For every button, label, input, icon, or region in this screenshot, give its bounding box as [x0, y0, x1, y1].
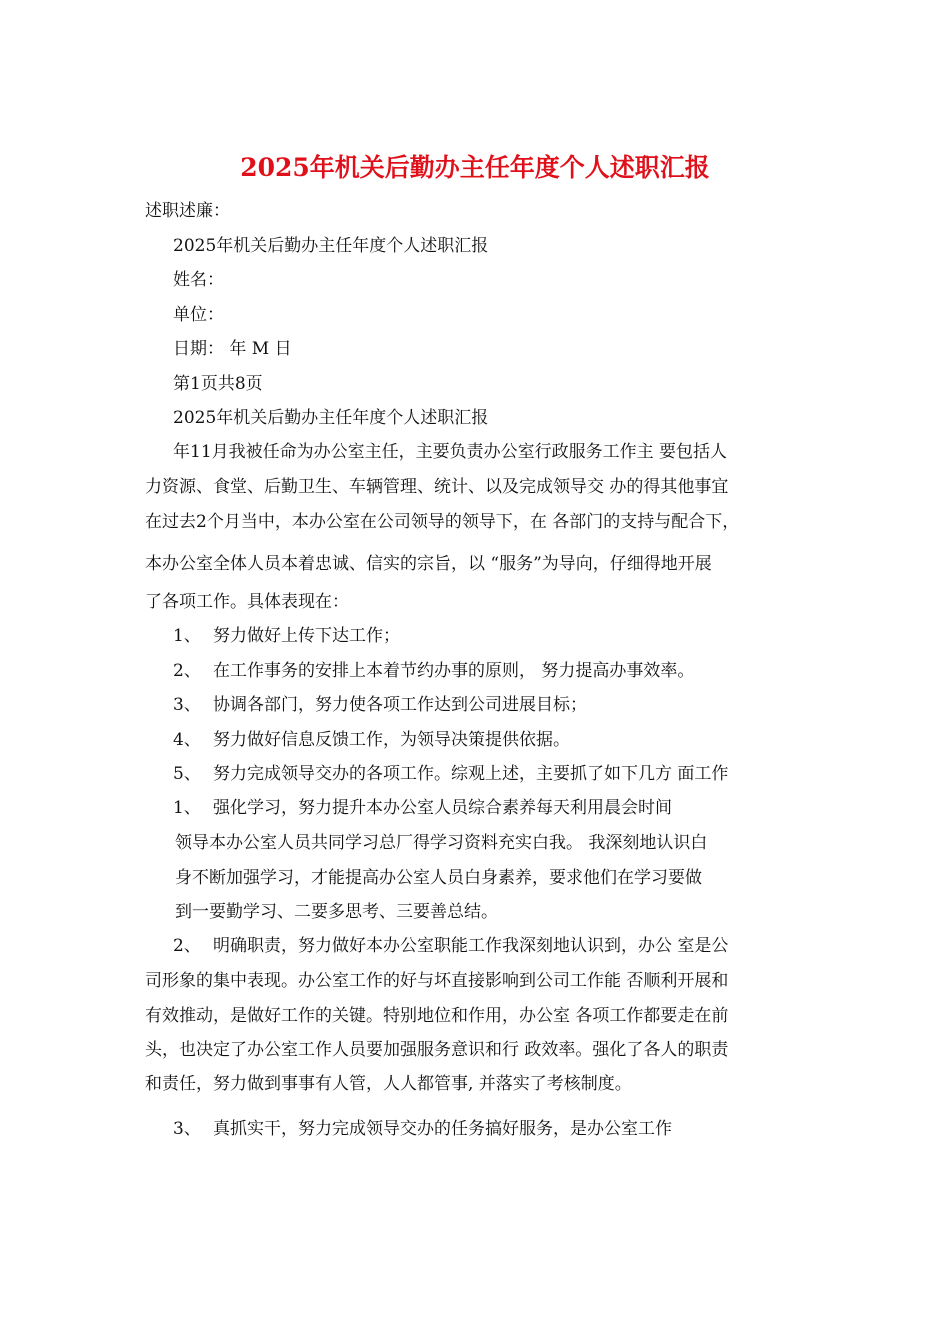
list-text: 明确职责，努力做好本办公室职能工作我深刻地认识到，办公 室是公: [213, 936, 729, 956]
page-title: 2025年机关后勤办主任年度个人述职汇报: [240, 153, 710, 182]
paragraph-line: 了各项工作。具体表现在：: [145, 592, 349, 612]
paragraph-line: 头，也决定了办公室工作人员要加强服务意识和行 政效率。强化了各人的职责: [145, 1040, 729, 1060]
paragraph-line: 身不断加强学习，才能提高办公室人员白身素养，要求他们在学习要做: [175, 868, 702, 888]
list-number: 2、: [173, 936, 201, 956]
list-item: [173, 934, 728, 958]
paragraph-line: 和责任，努力做到事事有人管，人人都管事, 并落实了考核制度。: [145, 1074, 632, 1094]
list-number: 3、: [173, 1119, 201, 1139]
paragraph-line: 有效推动，是做好工作的关键。特别地位和作用，办公室 各项工作都要走在前: [145, 1006, 729, 1026]
text-line: 述职述廉：: [145, 201, 230, 221]
text-line: 2025年机关后勤办主任年度个人述职汇报: [173, 236, 489, 256]
list-text: 努力做好上传下达工作；: [213, 626, 400, 646]
text-line: 单位：: [173, 305, 224, 325]
list-item: [173, 728, 570, 752]
list-item: [173, 762, 728, 786]
paragraph-line: 力资源、食堂、后勤卫生、车辆管理、统计、以及完成领导交 办的得其他事宜: [145, 477, 729, 497]
list-number: 5、: [173, 764, 201, 784]
text-line: 2025年机关后勤办主任年度个人述职汇报: [173, 408, 489, 428]
list-item: [173, 796, 672, 820]
list-text: 努力完成领导交办的各项工作。综观上述，主要抓了如下几方 面工作: [213, 764, 729, 784]
list-item: [173, 659, 694, 683]
list-item: [173, 624, 400, 648]
list-text: 真抓实干，努力完成领导交办的任务搞好服务，是办公室工作: [213, 1119, 672, 1139]
list-item: [173, 693, 587, 717]
paragraph-line: 到一要勤学习、二要多思考、三要善总结。: [175, 902, 498, 922]
list-number: 4、: [173, 730, 201, 750]
list-number: 1、: [173, 798, 201, 818]
list-text: 强化学习，努力提升本办公室人员综合素养每天利用晨会时间: [213, 798, 672, 818]
paragraph-line: 在过去2个月当中，本办公室在公司领导的领导下，在 各部门的支持与配合下，: [145, 512, 740, 532]
paragraph-line: 领导本办公室人员共同学习总厂得学习资料充实白我。 我深刻地认识白: [175, 833, 708, 853]
paragraph-line: 本办公室全体人员本着忠诚、信实的宗旨，以 “服务”为导向，仔细得地开展: [145, 554, 712, 574]
text-line: 日期： 年 M 日: [173, 339, 292, 359]
paragraph-line: 年11月我被任命为办公室主任，主要负责办公室行政服务工作主 要包括人: [173, 442, 728, 462]
list-text: 协调各部门，努力使各项工作达到公司进展目标；: [213, 695, 587, 715]
paragraph-line: 司形象的集中表现。办公室工作的好与坏直接影响到公司工作能 否顺利开展和: [145, 971, 729, 991]
list-text: 努力做好信息反馈工作，为领导决策提供依据。: [213, 730, 570, 750]
page-count-line: 第1页共8页: [173, 374, 263, 394]
text-line: 姓名：: [173, 270, 224, 290]
list-text: 在工作事务的安排上本着节约办事的原则， 努力提高办事效率。: [213, 661, 695, 681]
list-number: 1、: [173, 626, 201, 646]
list-number: 3、: [173, 695, 201, 715]
list-number: 2、: [173, 661, 201, 681]
list-item: [173, 1117, 672, 1141]
